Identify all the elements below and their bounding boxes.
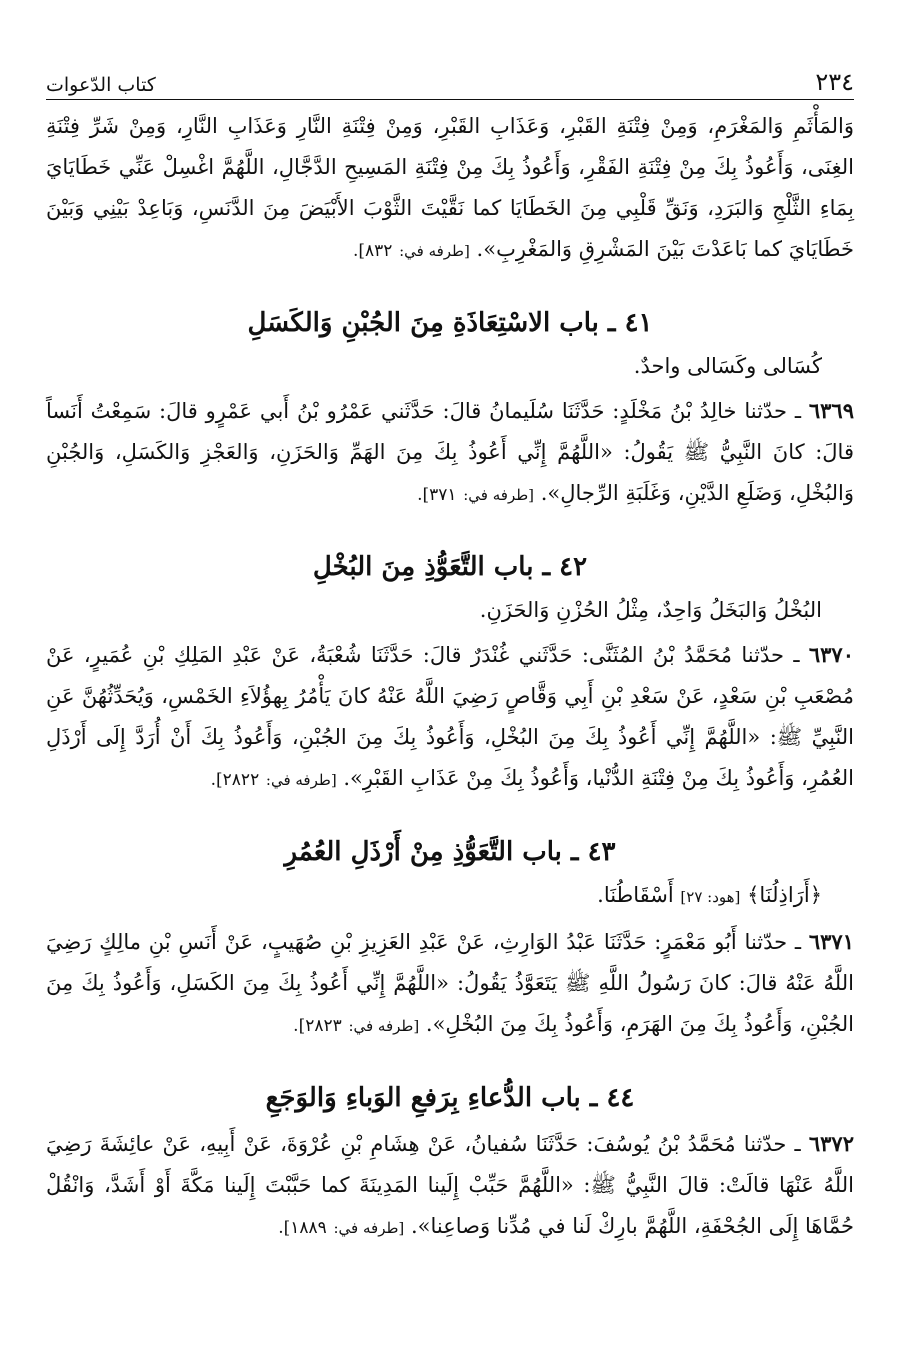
hadith-number: ٦٣٧١ (808, 929, 854, 954)
chapter-gloss: البُخْلُ وَالبَخَلُ وَاحِدٌ، مِثْلُ الحُزْنِ وَالحَزَنِ. (479, 598, 822, 622)
cross-reference-value: ٣٧١]. (417, 485, 457, 505)
chapter-gloss: كُسَالى وكَسَالى واحدٌ. (633, 354, 822, 378)
intro-paragraph (46, 106, 854, 272)
cross-reference-value: ٢٨٢٢]. (210, 770, 260, 790)
hadith-paragraph (46, 390, 854, 516)
hadith-number: ٦٣٧٠ (808, 642, 854, 667)
chapter-44 (46, 1081, 854, 1249)
chapter-42 (46, 550, 854, 801)
cross-reference-value: ٢٨٢٣]. (293, 1016, 342, 1036)
hadith-paragraph (46, 921, 854, 1047)
gloss-meaning: أَسْقَاطُنَا. (597, 883, 674, 907)
intro-section (46, 106, 854, 272)
chapter-gloss (46, 877, 854, 915)
intro-text: وَالمَأْثَمِ وَالمَغْرَمِ، وَمِنْ فِتْنَةِ القَبْرِ، وَعَذَابِ القَبْرِ، وَمِنْ فِتْنَةِ النَّارِ وَعَذَابِ النَّارِ، وَمِنْ شَرِّ فِتْنَةِ الغِنَى، وَأَعُوذُ بِكَ مِنْ فِتْنَةِ الفَقْرِ، وَأَعُوذُ بِكَ مِنْ فِتْنَةِ المَسِيحِ الدَّجَّالِ، اللَّهُمَّ اغْسِلْ عَنِّي خَطَايَايَ بِمَاءِ الثَّلْجِ وَالبَرَدِ، وَنَقِّ قَلْبِي مِنَ الخَطَايَا كما نَقَّيْتَ الثَّوْبَ الأَبْيَضَ مِنَ الدَّنَسِ، وَبَاعِدْ بَيْنِي وَبَيْنَ خَطَايَايَ كما بَاعَدْتَ بَيْنَ المَشْرِقِ وَالمَغْرِبِ». (46, 114, 854, 261)
hadith-text: ـ حدّثنا مُحَمَّدُ بْنُ يُوسُفَ: حَدَّثَنَا سُفيانُ، عَنْ هِشَامِ بْنِ عُرْوَةَ، عَنْ أَبِيهِ، عَنْ عائِشَةَ رَضِيَ اللَّهُ عَنْهَا قالَتْ: قالَ النَّبِيُّ ﷺ: «اللَّهُمَّ حَبِّبْ إِلَينا المَدِينَةَ كما حَبَّبْتَ إِلَينا مَكَّةَ أَوْ أَشَدَّ، وَانْقُلْ حُمَّاهَا إِلَى الجُحْفَةِ، اللَّهُمَّ بارِكْ لَنا في مُدِّنا وَصاعِنا». (46, 1132, 854, 1238)
chapter-heading: ٤١ ـ باب الاسْتِعَاذَةِ مِنَ الجُبْنِ وَالكَسَلِ (247, 308, 653, 338)
hadith-text: ـ حدّثنا أَبُو مَعْمَرٍ: حَدَّثَنَا عَبْدُ الوَارِثِ، عَنْ عَبْدِ العَزِيزِ بْنِ صُهَيبٍ، عَنْ أَنَسِ بْنِ مالِكٍ رَضِيَ اللَّهُ عَنْهُ قالَ: كانَ رَسُولُ اللَّهِ ﷺ يَتَعَوَّذُ يَقُولُ: «اللَّهُمَّ إِنِّي أَعُوذُ بِكَ مِنَ الكَسَلِ، وَأَعُوذُ بِكَ مِنَ الجُبْنِ، وَأَعُوذُ بِكَ مِنَ الهَرَمِ، وَأَعُوذُ بِكَ مِنَ البُخْلِ». (46, 930, 854, 1036)
book-title: كتاب الدّعوات (46, 74, 156, 96)
chapter-43 (46, 835, 854, 1047)
running-header (46, 60, 854, 100)
cross-reference-value: ٨٣٢]. (352, 241, 393, 261)
hadith-number: ٦٣٧٢ (808, 1131, 854, 1156)
cross-reference-label: [طرفه في: (333, 1219, 405, 1237)
cross-reference-label: [طرفه في: (399, 242, 470, 260)
hadith-number: ٦٣٦٩ (808, 398, 854, 423)
chapter-heading: ٤٢ ـ باب التَّعَوُّذِ مِنَ البُخْلِ (312, 552, 588, 582)
cross-reference-value: ١٨٨٩]. (278, 1218, 327, 1238)
quran-reference: [هود: ٢٧] (680, 888, 741, 906)
cross-reference-label: [طرفه في: (463, 486, 535, 504)
hadith-paragraph (46, 1123, 854, 1249)
cross-reference-label: [طرفه في: (265, 771, 337, 789)
chapter-heading: ٤٤ ـ باب الدُّعاءِ بِرَفعِ الوَباءِ وَالوَجَعِ (265, 1083, 635, 1113)
hadith-text: ـ حدّثنا خالِدُ بْنُ مَخْلَدٍ: حَدَّثَنَا سُلَيمانُ قالَ: حَدَّثَني عَمْرُو بْنُ أَبي عَمْرٍو قالَ: سَمِعْتُ أَنَساً قالَ: كانَ النَّبِيُّ ﷺ يَقُولُ: «اللَّهُمَّ إِنِّي أَعُوذُ بِكَ مِنَ الهَمِّ وَالحَزَنِ، وَالعَجْزِ وَالكَسَلِ، وَالجُبْنِ وَالبُخْلِ، وَضَلَعِ الدَّيْنِ، وَغَلَبَةِ الرِّجالِ». (46, 399, 854, 505)
cross-reference-label: [طرفه في: (348, 1017, 420, 1035)
hadith-text: ـ حدّثنا مُحَمَّدُ بْنُ المُثَنَّى: حَدَّثَني غُنْدَرٌ قالَ: حَدَّثَنَا شُعْبَةُ، عَنْ عَبْدِ المَلِكِ بْنِ عُمَيرٍ، عَنْ مُصْعَبِ بْنِ سَعْدٍ، عَنْ سَعْدِ بْنِ أَبِي وَقَّاصٍ رَضِيَ اللَّهُ عَنْهُ كانَ يَأْمُرُ بِهؤُلاَءِ الخَمْسِ، وَيُحَدِّثُهُنَّ عَنِ النَّبِيِّ ﷺ: «اللَّهُمَّ إِنِّي أَعُوذُ بِكَ مِنَ البُخْلِ، وَأَعُوذُ بِكَ مِنَ الجُبْنِ، وَأَعُوذُ بِكَ أَنْ أُرَدَّ إِلَى أَرْذَلِ العُمُرِ، وَأَعُوذُ بِكَ مِنْ فِتْنَةِ الدُّنْيا، وَأَعُوذُ بِكَ مِنْ عَذَابِ القَبْرِ». (46, 643, 854, 790)
chapter-heading: ٤٣ ـ باب التَّعَوُّذِ مِنْ أَرْذَلِ العُمُرِ (284, 837, 616, 867)
page-number: ٢٣٤ (815, 68, 854, 96)
quran-word: ﴿أَرَاذِلُنَا﴾ (747, 883, 822, 907)
chapter-41 (46, 306, 854, 516)
hadith-paragraph (46, 634, 854, 801)
